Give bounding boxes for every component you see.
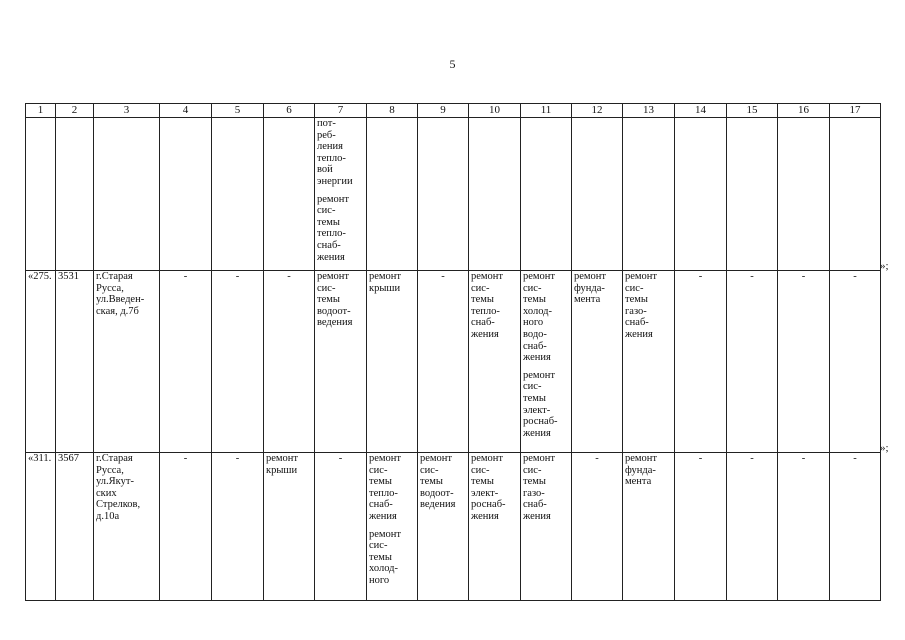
cell	[418, 118, 469, 271]
table-row-continued	[26, 118, 881, 271]
cell-text: ремонт сис- темы тепло- снаб- жения	[317, 193, 350, 263]
repair-schedule-table	[25, 103, 881, 601]
building-id: 3567	[56, 453, 94, 601]
cell-text: ремонт сис- темы холод- ного	[369, 528, 402, 586]
cell: ремонт фунда- мента	[623, 453, 675, 601]
cell	[521, 118, 572, 271]
row-number: «311.	[26, 453, 56, 601]
cell	[160, 118, 212, 271]
cell: ремонт сис- темы элект- роснаб- жения	[469, 453, 521, 601]
row-number: «275.	[26, 271, 56, 453]
cell	[264, 118, 315, 271]
cell: ремонт сис- темы газо- снаб- жения	[521, 453, 572, 601]
col-header: 11	[521, 104, 572, 118]
cell: -	[727, 271, 778, 453]
col-header: 2	[56, 104, 94, 118]
cell-text: ремонт сис- темы элект- роснаб- жения	[523, 369, 558, 439]
cell: -	[315, 453, 367, 601]
cell: -	[778, 453, 830, 601]
cell: ремонт сис- темы газо- снаб- жения	[623, 271, 675, 453]
cell	[94, 118, 160, 271]
col-header: 4	[160, 104, 212, 118]
cell: -	[160, 271, 212, 453]
col-header: 5	[212, 104, 264, 118]
cell	[367, 118, 418, 271]
col-header: 7	[315, 104, 367, 118]
cell	[623, 118, 675, 271]
cell: -	[264, 271, 315, 453]
cell	[727, 118, 778, 271]
col-header: 10	[469, 104, 521, 118]
cell	[367, 453, 418, 601]
cell: ремонт крыши	[367, 271, 418, 453]
cell-text: пот- реб- ления тепло- вой энергии	[317, 118, 353, 187]
col-header: 3	[94, 104, 160, 118]
col-header: 12	[572, 104, 623, 118]
cell	[521, 271, 572, 453]
cell: ремонт сис- темы водоот- ведения	[315, 271, 367, 453]
column-number-header	[26, 104, 881, 118]
cell	[56, 118, 94, 271]
cell-col7	[315, 118, 367, 271]
page-number: 5	[449, 57, 456, 71]
cell: -	[830, 453, 881, 601]
col-header: 6	[264, 104, 315, 118]
col-header: 13	[623, 104, 675, 118]
closing-quote-mark: »;	[880, 260, 889, 272]
cell: ремонт сис- темы тепло- снаб- жения	[469, 271, 521, 453]
col-header: 8	[367, 104, 418, 118]
cell	[830, 118, 881, 271]
cell	[469, 118, 521, 271]
col-header: 1	[26, 104, 56, 118]
cell: -	[675, 453, 727, 601]
cell: -	[675, 271, 727, 453]
col-header: 15	[727, 104, 778, 118]
col-header: 17	[830, 104, 881, 118]
cell: ремонт сис- темы водоот- ведения	[418, 453, 469, 601]
table-row-275	[26, 271, 881, 453]
table-row-311	[26, 453, 881, 601]
cell	[26, 118, 56, 271]
col-header: 9	[418, 104, 469, 118]
address: г.Старая Русса, ул.Якут- ских Стрелков, д.10а	[94, 453, 160, 601]
col-header: 14	[675, 104, 727, 118]
cell	[675, 118, 727, 271]
address: г.Старая Русса, ул.Введен- ская, д.7б	[94, 271, 160, 453]
cell-text: ремонт сис- темы тепло- снаб- жения	[369, 453, 402, 522]
cell	[572, 118, 623, 271]
cell: -	[830, 271, 881, 453]
cell: -	[572, 453, 623, 601]
cell: -	[418, 271, 469, 453]
cell	[778, 118, 830, 271]
cell: ремонт фунда- мента	[572, 271, 623, 453]
cell: -	[160, 453, 212, 601]
cell: -	[212, 453, 264, 601]
col-header: 16	[778, 104, 830, 118]
cell	[212, 118, 264, 271]
cell: ремонт крыши	[264, 453, 315, 601]
closing-quote-mark: »;	[880, 442, 889, 454]
cell: -	[778, 271, 830, 453]
building-id: 3531	[56, 271, 94, 453]
cell: -	[727, 453, 778, 601]
cell-text: ремонт сис- темы холод- ного водо- снаб- жения	[523, 271, 556, 364]
cell: -	[212, 271, 264, 453]
